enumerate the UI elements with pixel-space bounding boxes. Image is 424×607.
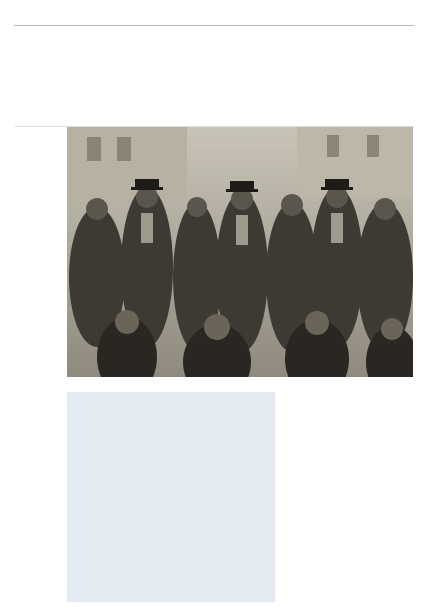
historical-photo	[67, 127, 413, 377]
legend-swatch	[72, 420, 77, 425]
header-divider	[14, 25, 414, 26]
bar-chart-legend	[72, 420, 106, 425]
donut-chart	[190, 422, 270, 502]
photo-illustration	[67, 127, 413, 377]
article-column-1	[15, 142, 63, 600]
legend-item	[84, 420, 91, 425]
legend-swatch	[95, 420, 100, 425]
article-column-3	[350, 392, 413, 602]
legend-swatch	[84, 420, 89, 425]
legend-item	[72, 420, 79, 425]
legend-item	[95, 420, 102, 425]
article-column-2	[282, 392, 344, 602]
world-map-chart	[72, 518, 268, 596]
